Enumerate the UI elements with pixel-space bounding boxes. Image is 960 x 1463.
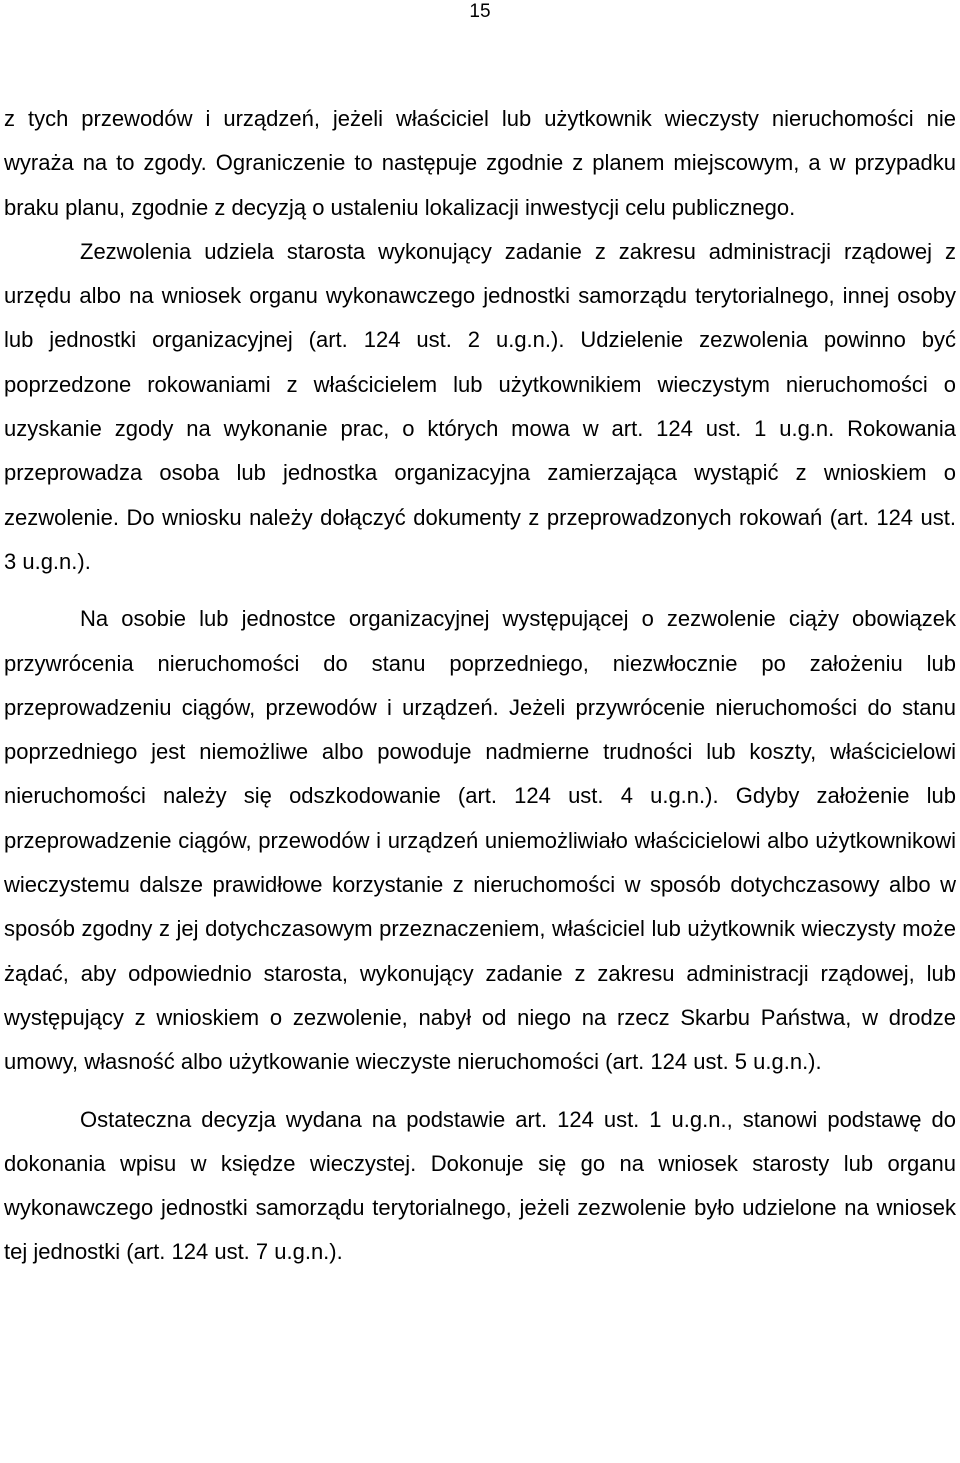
document-body — [4, 97, 956, 1275]
paragraph-gap — [4, 1085, 956, 1098]
paragraph-zezwolenia: Zezwolenia udziela starosta wykonujący zadanie z zakresu administracji rządowej z urzędu albo na wniosek organu wykonawczego jednostki samorządu terytorialnego, innej osoby lub jednostki organizacyjnej (art. 124 ust. 2 u.g.n.). Udzielenie zezwolenia powinno być poprzedzone rokowaniami z właścicielem lub użytkownikiem wieczystym nieruchomości o uzyskanie zgody na wykonanie prac, o których mowa w art. 124 ust. 1 u.g.n. Rokowania przeprowadza osoba lub jednostka organizacyjna zamierzająca wystąpić z wnioskiem o zezwolenie. Do wniosku należy dołączyć dokumenty z przeprowadzonych rokowań (art. 124 ust. 3 u.g.n.). — [4, 238, 956, 574]
paragraph-obowiazek: Na osobie lub jednostce organizacyjnej występującej o zezwolenie ciąży obowiązek przywrócenia nieruchomości do stanu poprzedniego, niezwłocznie po założeniu lub przeprowadzeniu ciągów, przewodów i urządzeń. Jeżeli przywrócenie nieruchomości do stanu poprzedniego jest niemożliwe albo powoduje nadmierne trudności lub koszty, właścicielowi nieruchomości należy się odszkodowanie (art. 124 ust. 4 u.g.n.). Gdyby założenie lub przeprowadzenie ciągów, przewodów i urządzeń uniemożliwiało właścicielowi albo użytkownikowi wieczystemu dalsze prawidłowe korzystanie z nieruchomości w sposób dotychczasowy albo w sposób zgodny z jej dotychczasowym przeznaczeniem, właściciel lub użytkownik wieczysty może żądać, aby odpowiednio starosta, wykonujący zadanie z zakresu administracji rządowej, lub występujący z wnioskiem o zezwolenie, nabył od niego na rzecz Skarbu Państwa, w drodze umowy, własność albo użytkowanie wieczyste nieruchomości (art. 124 ust. 5 u.g.n.). — [4, 606, 956, 1075]
page-number: 15 — [469, 1, 491, 22]
paragraph-continuation: z tych przewodów i urządzeń, jeżeli właściciel lub użytkownik wieczysty nieruchomości nie wyraża na to zgody. Ograniczenie to następuje zgodnie z planem miejscowym, a w przypadku braku planu, zgodnie z decyzją o ustaleniu lokalizacji inwestycji celu publicznego. — [4, 106, 956, 220]
paragraph-gap — [4, 584, 956, 597]
paragraph-ostateczna-decyzja: Ostateczna decyzja wydana na podstawie art. 124 ust. 1 u.g.n., stanowi podstawę do dokonania wpisu w księdze wieczystej. Dokonuje się go na wniosek starosty lub organu wykonawczego jednostki samorządu terytorialnego, jeżeli zezwolenie było udzielone na wniosek tej jednostki (art. 124 ust. 7 u.g.n.). — [4, 1106, 956, 1265]
